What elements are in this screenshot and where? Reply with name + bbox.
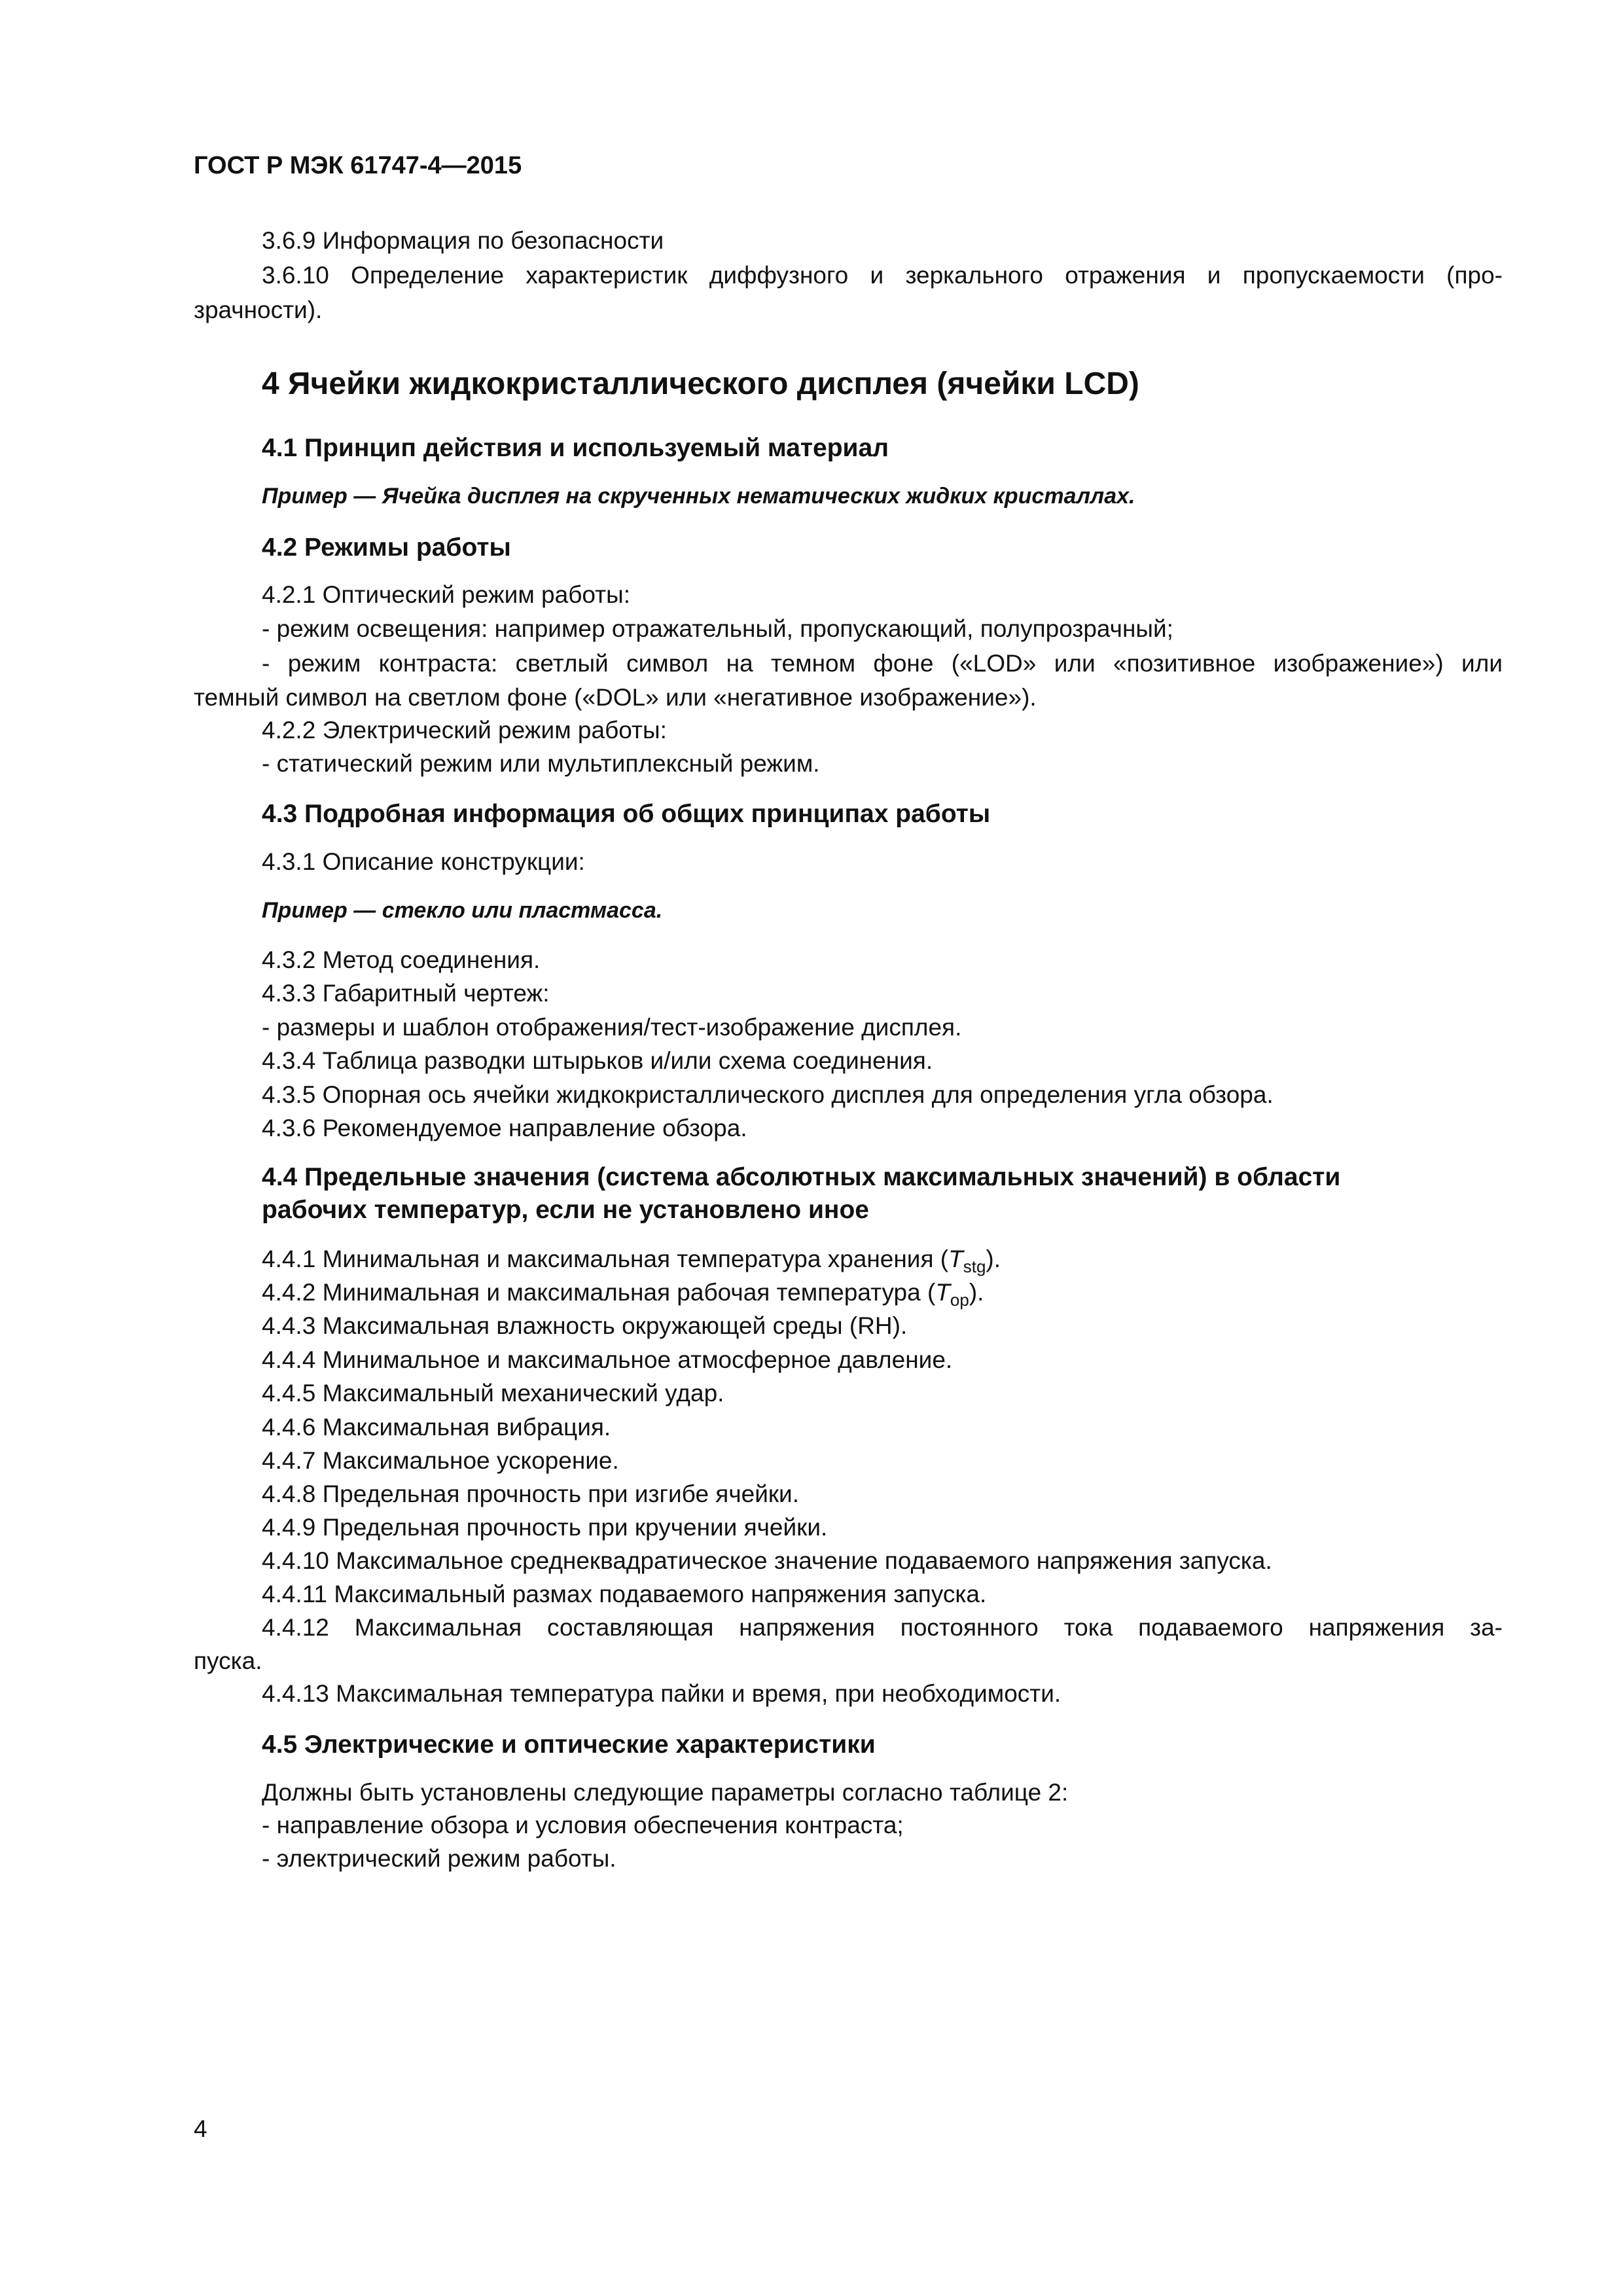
clause-4-4-2: 4.4.2 Минимальная и максимальная рабочая температура $(T_{op})$. — [262, 1279, 984, 1310]
clause-4-2-1: 4.2.1 Оптический режим работы: — [262, 581, 630, 608]
clause-4-3-3: 4.3.3 Габаритный чертеж: — [262, 980, 550, 1007]
example-4-1: Пример — Ячейка дисплея на скрученных нематических жидких кристаллах. — [262, 484, 1135, 509]
clause-4-4-10: 4.4.10 Максимальное среднеквадратическое значение подаваемого напряжения запуска. — [262, 1547, 1272, 1574]
clause-4-3-6: 4.3.6 Рекомендуемое направление обзора. — [262, 1115, 747, 1141]
clause-3-6-9: 3.6.9 Информация по безопасности — [262, 227, 664, 254]
clause-4-4-9: 4.4.9 Предельная прочность при кручении ячейки. — [262, 1514, 828, 1541]
clause-4-4-4: 4.4.4 Минимальное и максимальное атмосферное давление. — [262, 1346, 953, 1373]
clause-4-4-8: 4.4.8 Предельная прочность при изгибе ячейки. — [262, 1480, 799, 1507]
bullet-dimensions: - размеры и шаблон отображения/тест-изображение дисплея. — [262, 1014, 962, 1041]
page-number: 4 — [194, 2115, 207, 2142]
clause-4-4-3: 4.4.3 Максимальная влажность окружающей среды (RH). — [262, 1312, 908, 1339]
bullet-viewing-direction: - направление обзора и условия обеспечения контраста; — [262, 1812, 904, 1839]
clause-3-6-10-line2: зрачности). — [194, 296, 323, 323]
section-4-title: 4 Ячейки жидкокристаллического дисплея (ячейки LCD) — [262, 367, 1139, 401]
clause-4-5-text: Должны быть установлены следующие параметры согласно таблице 2: — [262, 1779, 1069, 1806]
heading-4-4-line1: 4.4 Предельные значения (система абсолютных максимальных значений) в области — [262, 1163, 1341, 1191]
heading-4-1: 4.1 Принцип действия и используемый материал — [262, 434, 889, 462]
clause-4-4-6: 4.4.6 Максимальная вибрация. — [262, 1414, 611, 1441]
clause-4-4-1: 4.4.1 Минимальная и максимальная температура хранения $(T_{stg})$. — [262, 1246, 1001, 1276]
symbol-t: T — [948, 1246, 963, 1272]
clause-4-4-12-line2: пуска. — [194, 1647, 262, 1674]
heading-4-5: 4.5 Электрические и оптические характеристики — [262, 1731, 876, 1759]
bullet-electrical-mode: - электрический режим работы. — [262, 1845, 616, 1872]
clause-4-3-4: 4.3.4 Таблица разводки штырьков и/или схема соединения. — [262, 1047, 933, 1074]
bullet-contrast-mode-line2: темный символ на светлом фоне («DOL» или «негативное изображение»). — [194, 684, 1037, 711]
bullet-contrast-mode-line1: - режим контраста: светлый символ на темном фоне («LOD» или «позитивное изображение») или — [262, 650, 1503, 677]
heading-4-4-line2: рабочих температур, если не установлено иное — [262, 1196, 870, 1224]
clause-4-3-2: 4.3.2 Метод соединения. — [262, 946, 541, 973]
clause-4-4-12-line1: 4.4.12 Максимальная составляющая напряжения постоянного тока подаваемого напряжения за- — [262, 1614, 1503, 1641]
bullet-static-mode: - статический режим или мультиплексный режим. — [262, 750, 820, 777]
subscript-op: op — [950, 1290, 969, 1310]
clause-4-4-7: 4.4.7 Максимальное ускорение. — [262, 1447, 619, 1474]
document-header-id: ГОСТ Р МЭК 61747-4—2015 — [194, 152, 522, 179]
clause-4-4-5: 4.4.5 Максимальный механический удар. — [262, 1380, 724, 1407]
heading-4-2: 4.2 Режимы работы — [262, 533, 511, 562]
clause-3-6-10-line1: 3.6.10 Определение характеристик диффузного и зеркального отражения и пропускаемости (про- — [262, 262, 1503, 289]
clause-4-3-1: 4.3.1 Описание конструкции: — [262, 848, 585, 875]
clause-4-4-13: 4.4.13 Максимальная температура пайки и время, при необходимости. — [262, 1680, 1061, 1707]
symbol-t: T — [935, 1279, 950, 1306]
clause-4-3-5: 4.3.5 Опорная ось ячейки жидкокристаллического дисплея для определения угла обзора. — [262, 1081, 1274, 1108]
clause-4-4-11: 4.4.11 Максимальный размах подаваемого напряжения запуска. — [262, 1581, 987, 1607]
subscript-stg: stg — [963, 1257, 986, 1276]
clause-4-2-2: 4.2.2 Электрический режим работы: — [262, 717, 667, 744]
heading-4-3: 4.3 Подробная информация об общих принципах работы — [262, 800, 991, 828]
bullet-illumination-mode: - режим освещения: например отражательный, пропускающий, полупрозрачный; — [262, 615, 1173, 642]
example-4-3-1: Пример — стекло или пластмасса. — [262, 898, 663, 923]
